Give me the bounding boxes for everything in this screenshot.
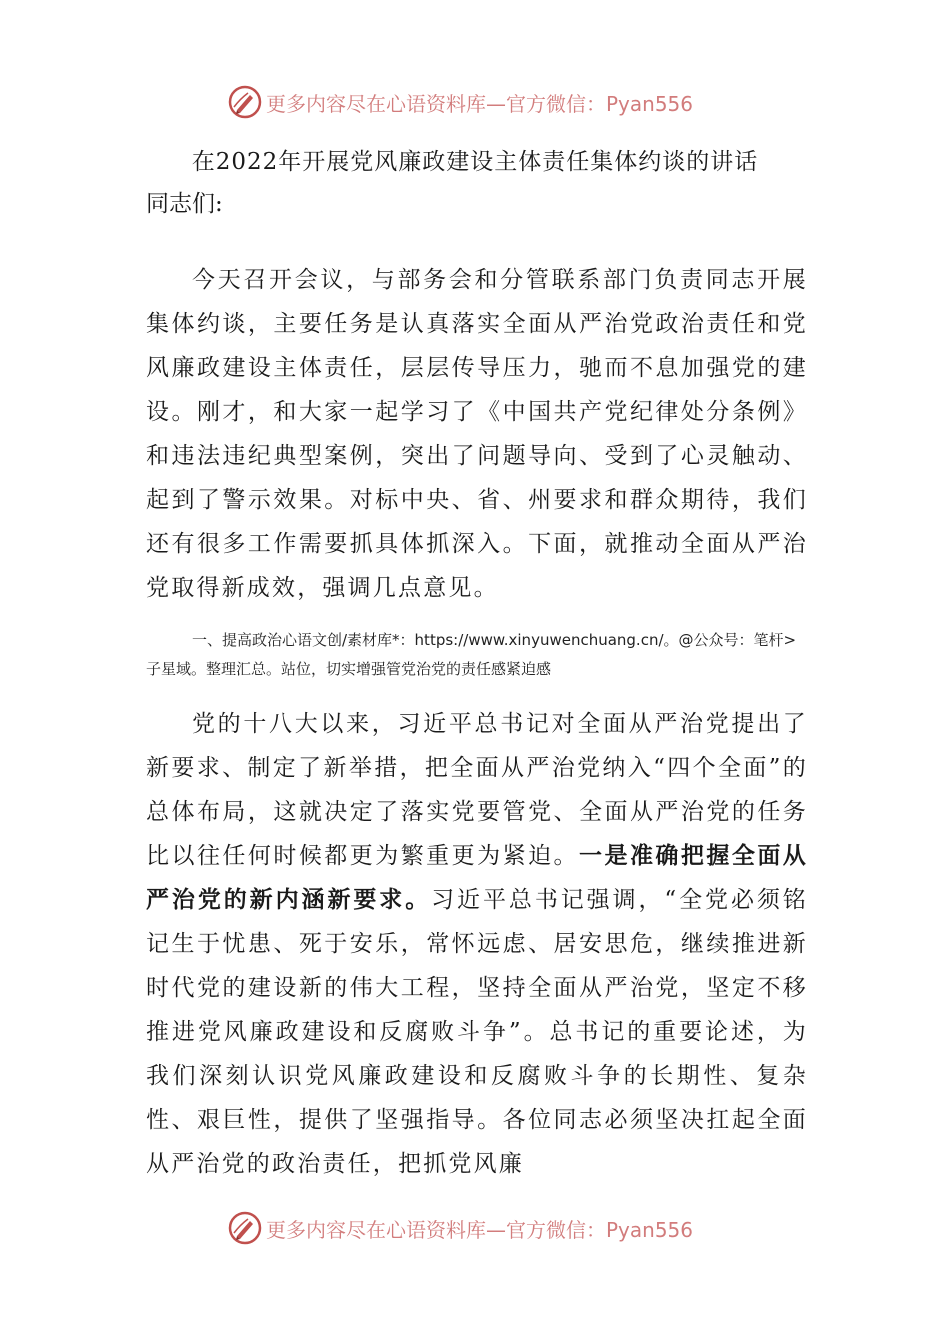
page-title: 在2022年开展党风廉政建设主体责任集体约谈的讲话 (191, 149, 759, 175)
paragraph-2-bold: 一是准确把握全面从严治党的新内涵新要求。 (146, 842, 808, 913)
paragraph-2-text-a: 党的十八大以来，习近平总书记对全面从严治党提出了新要求、制定了新举措，把全面从严治党纳入“四个全面”的总体布局，这就决定了落实党要管党、全面从严治党的任务比以往任何时候都更为繁重更为紧迫。 (146, 711, 808, 869)
header-banner (228, 82, 693, 122)
greeting: 同志们: (146, 191, 223, 217)
paragraph-2 (146, 702, 808, 1186)
footer-banner (228, 1208, 693, 1248)
pen-logo-icon (228, 1211, 262, 1245)
banner-text: 更多内容尽在心语资料库—官方微信：Pyan556 (266, 1217, 694, 1242)
paragraph-1: 今天召开会议，与部务会和分管联系部门负责同志开展集体约谈，主要任务是认真落实全面从严治党政治责任和党风廉政建设主体责任，层层传导压力，驰而不息加强党的建设。刚才，和大家一起学习了《中国共产党纪律处分条例》和违法违纪典型案例，突出了问题导向、受到了心灵触动、起到了警示效果。对标中央、省、州要求和群众期待，我们还有很多工作需要抓具体抓深入。下面，就推动全面从严治党取得新成效，强调几点意见。 (146, 267, 808, 601)
section-heading: 一、提高政治心语文创/素材库*：https://www.xinyuwenchuang.cn/。@公众号：笔杆>子星域。整理汇总。站位，切实增强管党治党的责任感紧迫感 (146, 631, 797, 678)
pen-logo-icon (228, 85, 262, 119)
paragraph-2-text-b: 习近平总书记强调，“全党必须铭记生于忧患、死于安乐，常怀远虑、居安思危，继续推进新时代党的建设新的伟大工程，坚持全面从严治党，坚定不移推进党风廉政建设和反腐败斗争”。总书记的重要论述，为我们深刻认识党风廉政建设和反腐败斗争的长期性、复杂性、艰巨性，提供了坚强指导。各位同志必须坚决扛起全面从严治党的政治责任，把抓党风廉 (146, 887, 808, 1177)
banner-text: 更多内容尽在心语资料库—官方微信：Pyan556 (266, 91, 694, 116)
